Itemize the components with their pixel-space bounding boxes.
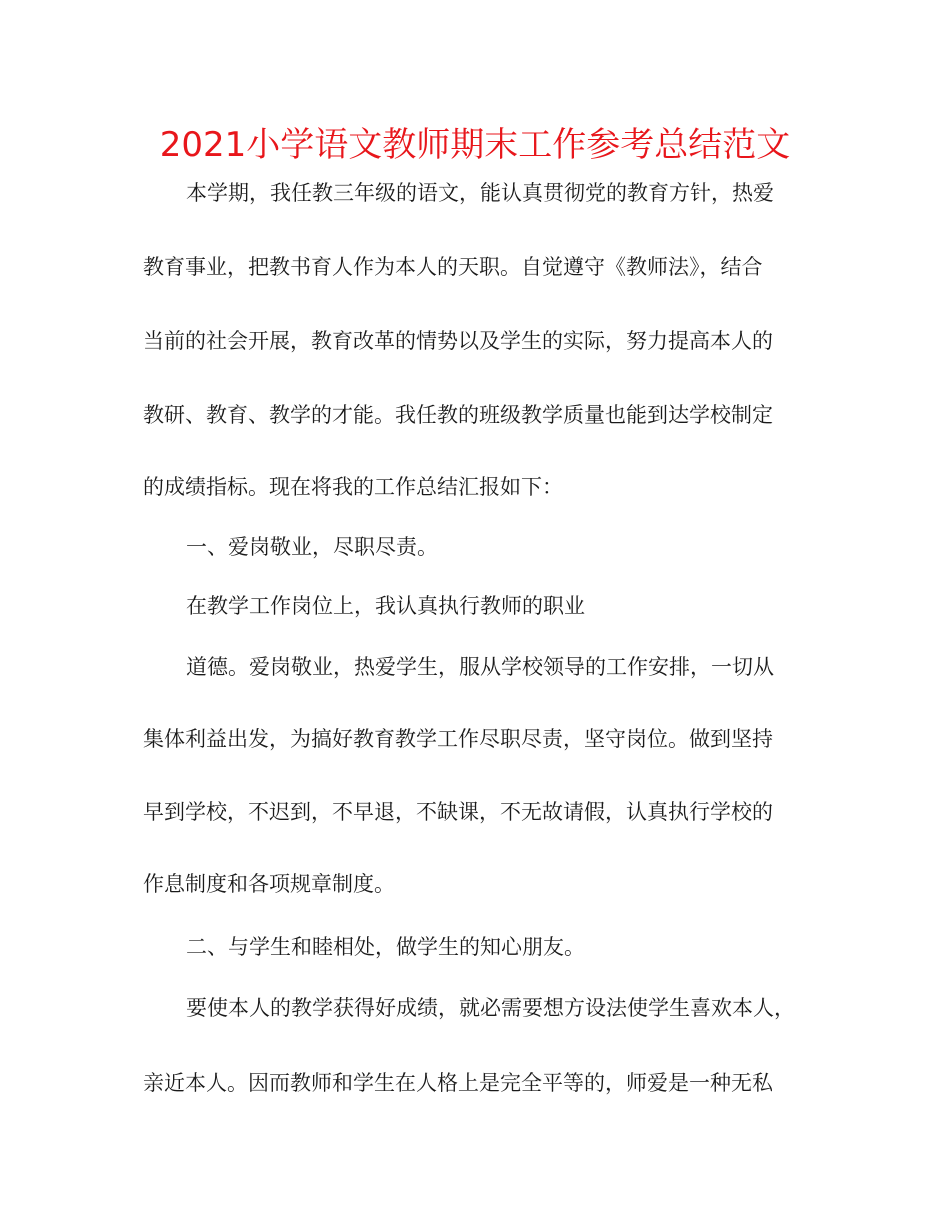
paragraph-line: 教研、教育、教学的才能。我任教的班级教学质量也能到达学校制定 [143,403,773,427]
section-heading: 二、与学生和睦相处，做学生的知心朋友。 [186,935,585,959]
document-title: 2021小学语文教师期末工作参考总结范文 [159,125,791,165]
paragraph-line: 在教学工作岗位上，我认真执行教师的职业 [186,594,585,618]
paragraph-line: 作息制度和各项规章制度。 [143,872,395,896]
paragraph-line: 亲近本人。因而教师和学生在人格上是完全平等的，师爱是一种无私 [143,1071,773,1095]
paragraph-line: 早到学校，不迟到，不早退，不缺课，不无故请假，认真执行学校的 [143,800,773,824]
section-heading: 一、爱岗敬业，尽职尽责。 [186,535,438,559]
paragraph-line: 集体利益出发，为搞好教育教学工作尽职尽责，坚守岗位。做到坚持 [143,727,773,751]
paragraph-line: 当前的社会开展，教育改革的情势以及学生的实际，努力提高本人的 [143,329,773,353]
paragraph-line: 要使本人的教学获得好成绩，就必需要想方设法使学生喜欢本人， [186,996,795,1020]
paragraph-line: 本学期，我任教三年级的语文，能认真贯彻党的教育方针，热爱 [186,181,774,205]
paragraph-line: 的成绩指标。现在将我的工作总结汇报如下： [143,475,563,499]
paragraph-line: 道德。爱岗敬业，热爱学生，服从学校领导的工作安排，一切从 [186,655,774,679]
paragraph-line: 教育事业，把教书育人作为本人的天职。自觉遵守《教师法》，结合 [143,255,763,279]
